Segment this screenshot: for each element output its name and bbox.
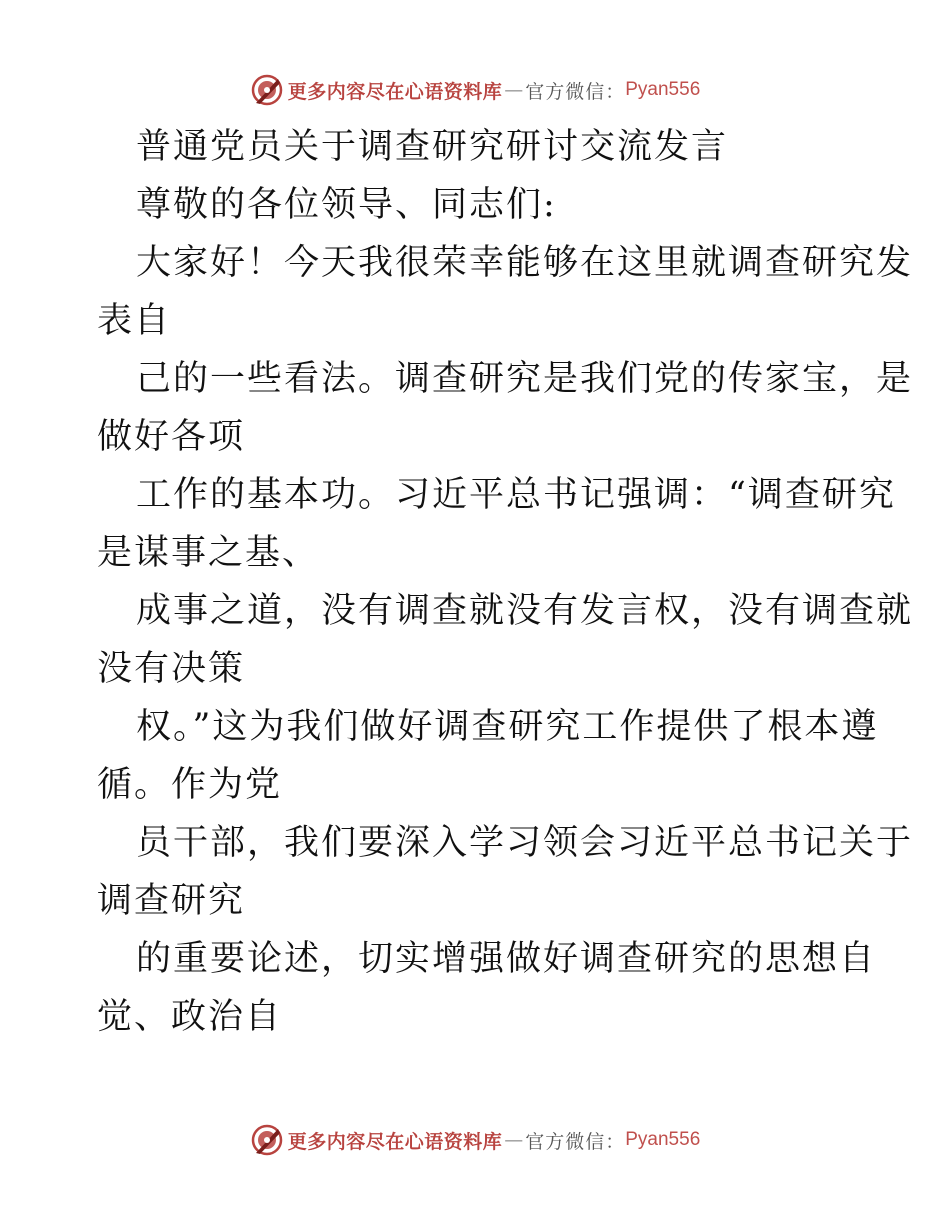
- body-line: 做好各项: [97, 417, 246, 457]
- watermark-wechat-id: Pyan556: [625, 1129, 701, 1150]
- watermark-label: 官方微信：: [525, 80, 626, 103]
- watermark-brand: 更多内容尽在心语资料库: [287, 1130, 503, 1153]
- document-title: 普通党员关于调查研究研讨交流发言: [136, 127, 729, 167]
- quill-seal-icon: [250, 1123, 284, 1157]
- body-line: 工作的基本功。习近平总书记强调：“调查研究: [136, 475, 896, 515]
- footer-watermark: [0, 1120, 950, 1160]
- body-line: 调查研究: [97, 881, 246, 921]
- quill-seal-icon: [250, 73, 284, 107]
- body-line: 循。作为党: [97, 765, 283, 805]
- body-line: 成事之道，没有调查就没有发言权，没有调查就: [136, 591, 914, 631]
- body-line: 没有决策: [97, 649, 246, 689]
- body-line: 权。”这为我们做好调查研究工作提供了根本遵: [136, 707, 879, 747]
- document-body: [97, 118, 914, 1046]
- watermark-brand: 更多内容尽在心语资料库: [287, 80, 503, 103]
- watermark-label: 官方微信：: [525, 1130, 626, 1153]
- watermark-separator: —: [504, 1129, 524, 1151]
- watermark-wechat-id: Pyan556: [625, 79, 701, 100]
- body-line: 己的一些看法。调查研究是我们党的传家宝，是: [136, 359, 914, 399]
- watermark-separator: —: [504, 79, 524, 101]
- body-line: 大家好！今天我很荣幸能够在这里就调查研究发: [136, 243, 914, 283]
- body-line: 是谋事之基、: [97, 533, 320, 573]
- body-line: 员干部，我们要深入学习领会习近平总书记关于: [136, 823, 914, 863]
- body-line: 的重要论述，切实增强做好调查研究的思想自: [136, 939, 877, 979]
- body-line: 觉、政治自: [97, 997, 283, 1037]
- body-line: 表自: [97, 301, 172, 341]
- header-watermark: [0, 70, 950, 110]
- salutation: 尊敬的各位领导、同志们:: [136, 185, 557, 225]
